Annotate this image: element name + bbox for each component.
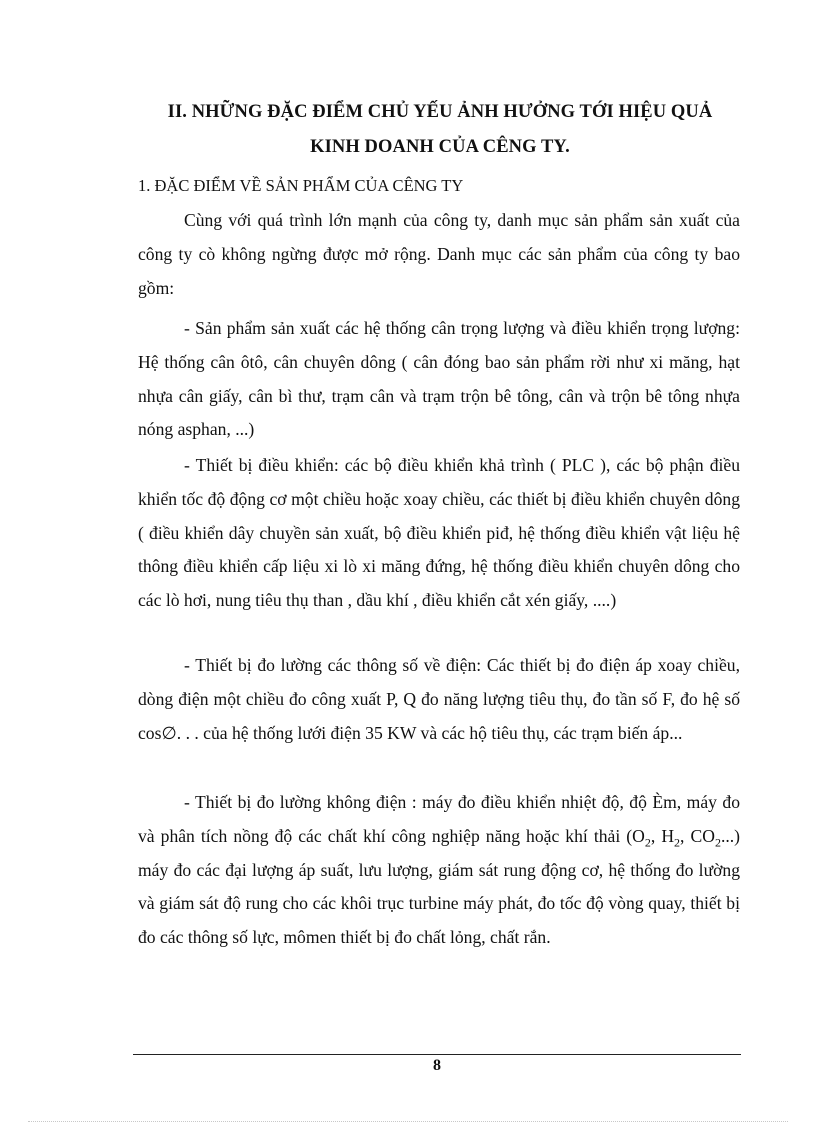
separator: , <box>650 825 656 846</box>
subscript: 2 <box>644 835 651 850</box>
paragraph-intro: Cùng với quá trình lớn mạnh của công ty, danh mục sản phẩm sản xuất của công ty cò không ngừng được mở rộng. Danh mục các sản phẩm của công ty bao gồm: <box>138 210 740 298</box>
page-bottom-border <box>28 1121 788 1122</box>
heading-line-1: II. NHỮNG ĐẶC ĐIỂM CHỦ YẾU ẢNH HƯỞNG TỚI HIỆU QUẢ <box>167 102 713 122</box>
section-title: 1. ĐẶC ĐIỂM VỀ SẢN PHẨM CỦA CÊNG TY <box>138 176 464 195</box>
page-number: 8 <box>433 1057 441 1074</box>
paragraph-electrical-measurement: - Thiết bị đo lường các thông số về điện: Các thiết bị đo điện áp xoay chiều, dòng điện một chiều đo công xuất P, Q đo năng lượng tiêu thụ, đo tần số F, đo hệ số cos∅. . . của hệ thống lưới điện 35 KW và các hộ tiêu thụ, các trạm biến áp... <box>138 655 740 743</box>
paragraph-text: , CO <box>680 825 715 846</box>
subscript: 2 <box>674 835 681 850</box>
paragraph-text: - Thiết bị đo lường không điện : máy đo điều khiển nhiệt độ, độ Èm, máy đo và phân tích nồng độ các chất khí công nghiệp năng hoặc khí thải (O <box>138 792 740 846</box>
paragraph-text: ...) máy đo các đại lượng áp suất, lưu lượng, giám sát rung động cơ, hệ thống đo lường và giám sát độ rung cho các khôi trục turbine máy phát, đo tốc độ vòng quay, thiết bị đo các thông số lực, mômen thiết bị đo chất lỏng, chất rắn. <box>138 825 740 948</box>
paragraph-nonelectrical-measurement <box>138 786 740 955</box>
paragraph-text: H <box>661 825 675 846</box>
heading-line-2: KINH DOANH CỦA CÊNG TY. <box>310 137 570 157</box>
footer-divider <box>133 1054 741 1055</box>
subscript: 2 <box>714 835 721 850</box>
paragraph-scales: - Sản phẩm sản xuất các hệ thống cân trọng lượng và điều khiển trọng lượng: Hệ thống cân ôtô, cân chuyên dông ( cân đóng bao sản phẩm rời như xi măng, hạt nhựa cân giấy, cân bì thư, trạm cân và trạm trộn bê tông, cân và trộn bê tông nhựa nóng asphan, ...) <box>138 318 740 440</box>
paragraph-control-devices: - Thiết bị điều khiển: các bộ điều khiển khả trình ( PLC ), các bộ phận điều khiển tốc độ động cơ một chiều hoặc xoay chiều, các thiết bị điều khiển chuyên dông ( điều khiển dây chuyền sản xuất, bộ điều khiển piđ, hệ thống điều khiển vật liệu hệ thông điều khiển cấp liệu xi lò xi măng đứng, hệ thống điều khiển chuyên dông cho các lò hơi, nung tiêu thụ than , dầu khí , điều khiển cắt xén giấy, ....) <box>138 455 740 611</box>
